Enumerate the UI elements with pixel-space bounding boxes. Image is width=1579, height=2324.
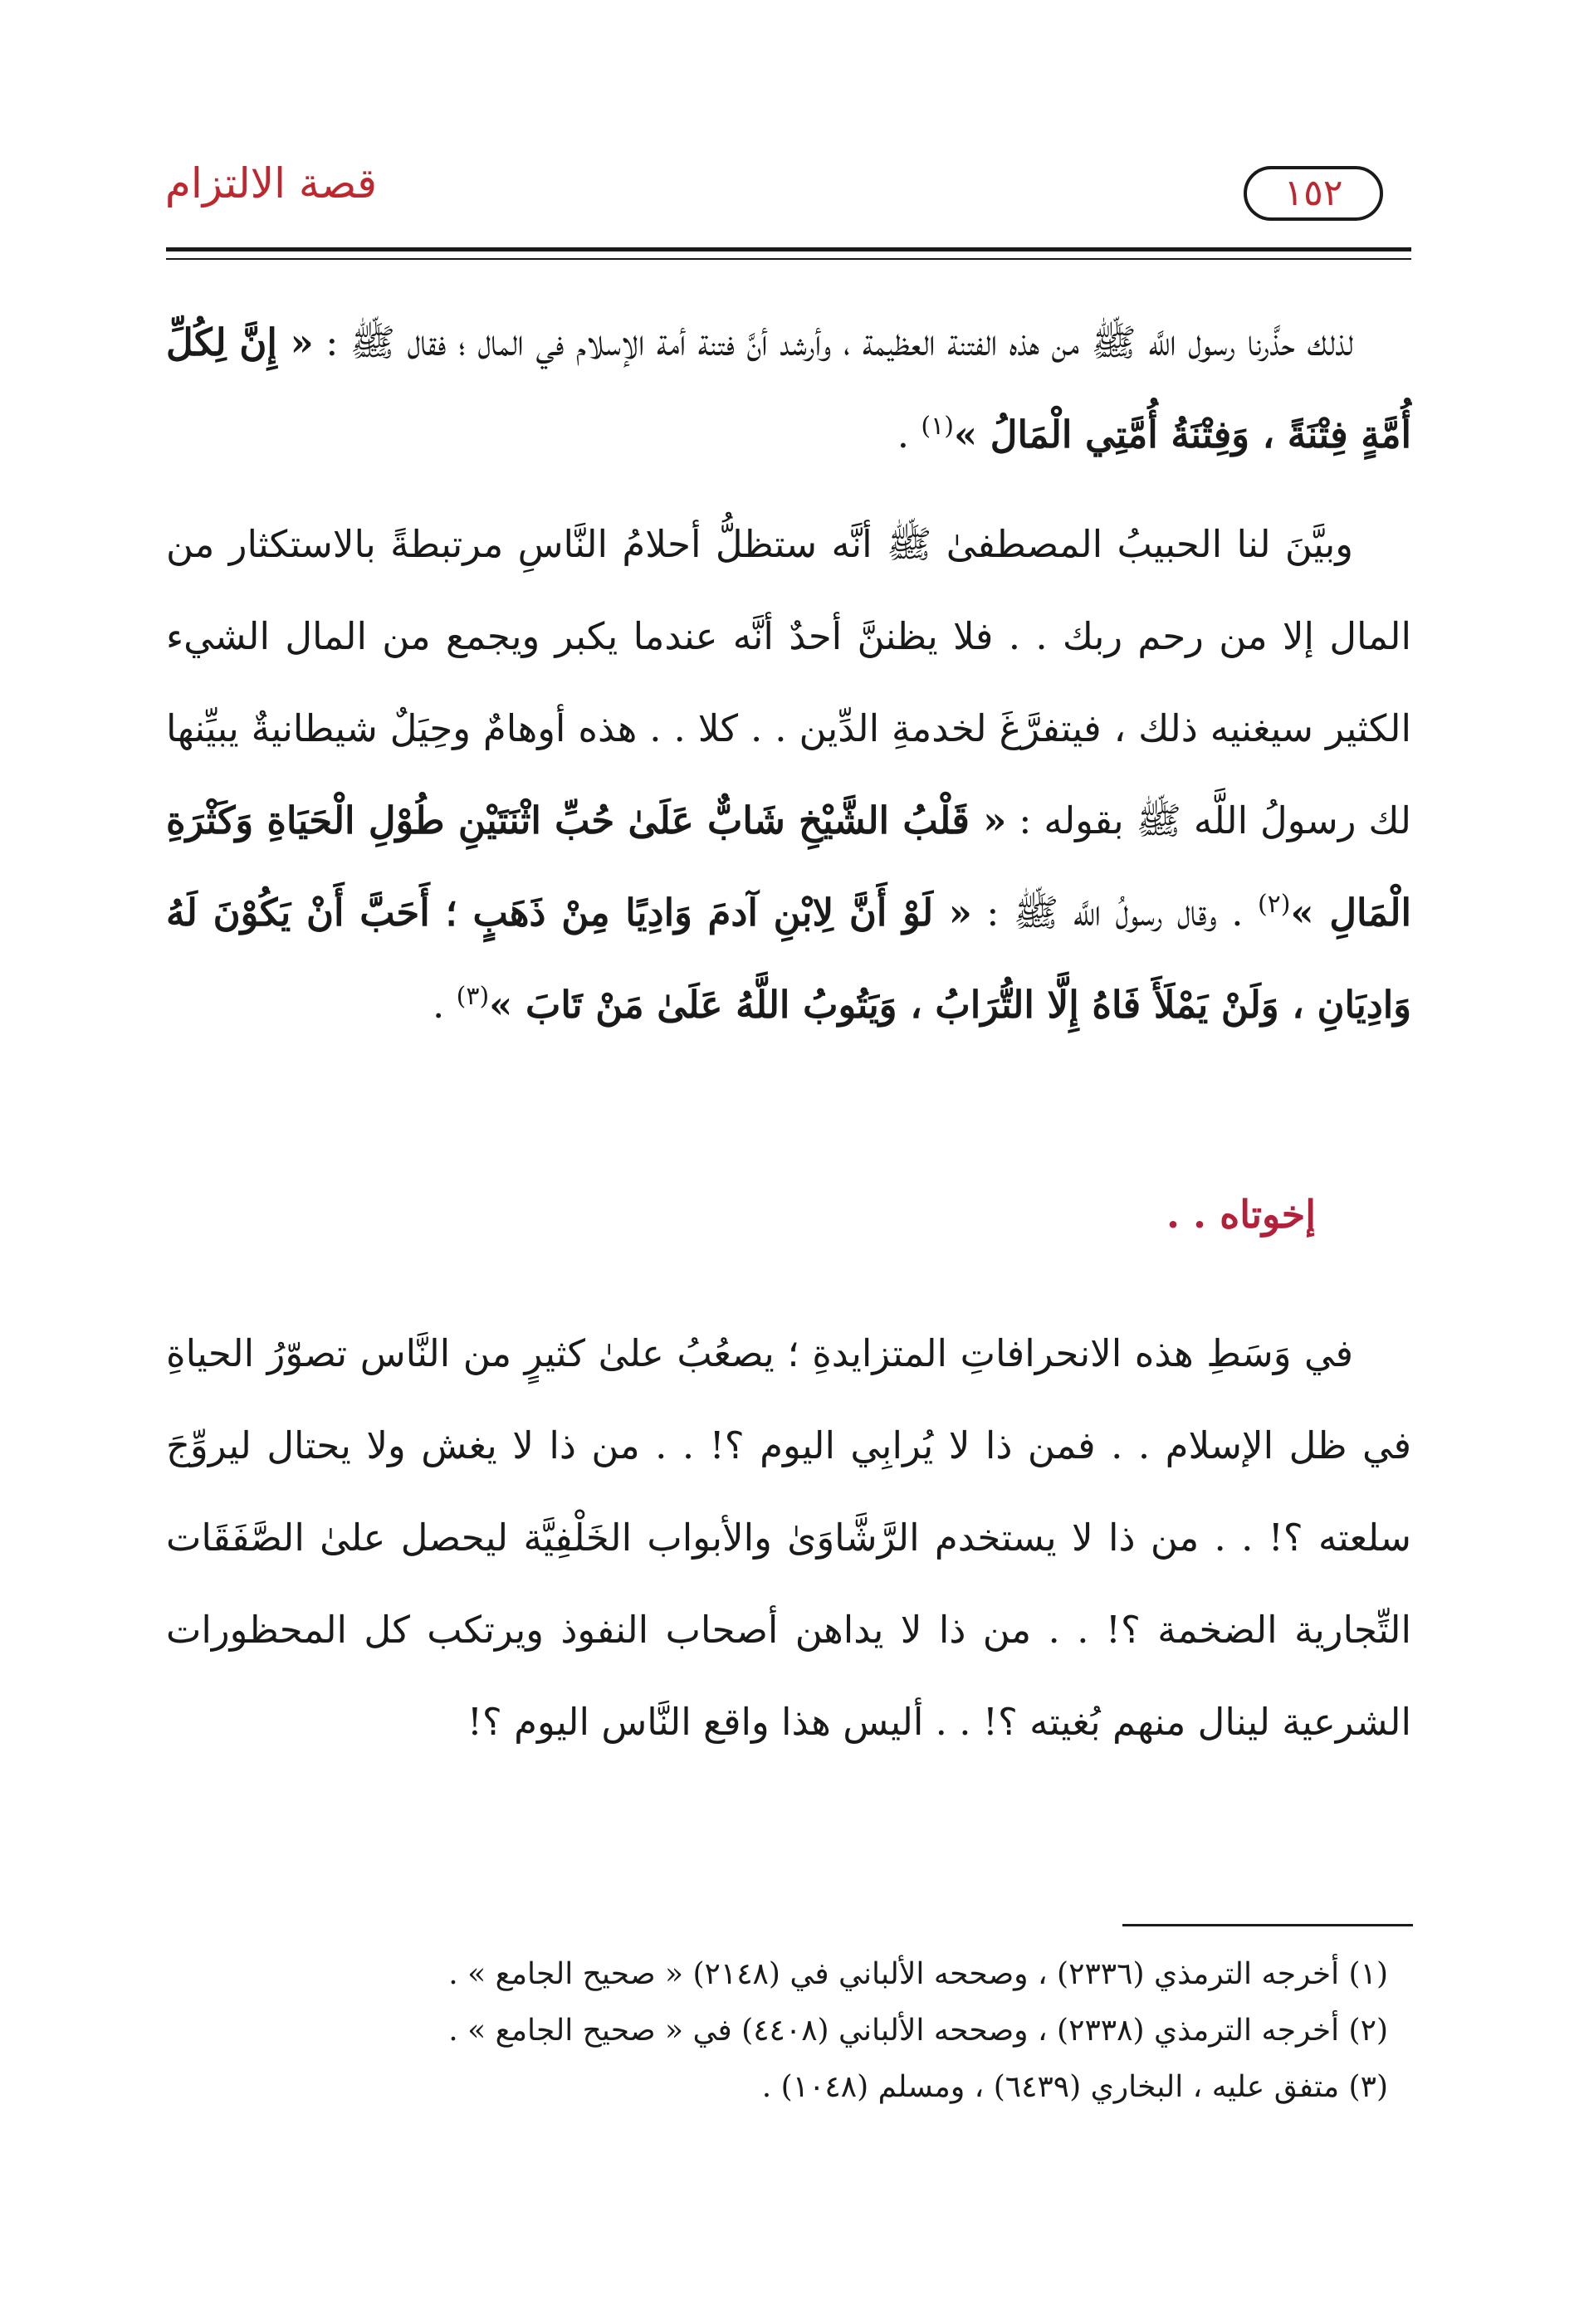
hadith-quote-2: « قَلْبُ الشَّيْخِ شَابٌّ عَلَىٰ حُبِّ اثْنَتَيْنِ طُوْلِ الْحَيَاةِ وَكَثْرَةِ الْمَالِ » — [166, 798, 1411, 935]
footnotes — [193, 1946, 1388, 2116]
footnote-ref-1: (١) — [921, 412, 954, 441]
header-rule-thick — [166, 247, 1411, 251]
paragraph-1-text: لذلك حذَّرنا رسول اللَّه ﷺ من هذه الفتنة العظيمة ، وأرشد أنَّ فتنة أمة الإسلام في المال ؛ فقال ﷺ : — [313, 320, 1353, 364]
paragraph-2-text: وبيَّنَ لنا الحبيبُ المصطفىٰ ﷺ أنَّه ستظلُّ أحلامُ النَّاسِ مرتبطةً بالاستكثار من المال إلا من رحم ربك . . فلا يظننَّ أحدٌ أنَّه عندما يكبر ويجمع من المال الشيء الكثير سيغنيه ذلك ، فيتفرَّغَ لخدمةِ الدِّين . . كلا . . هذه أوهامٌ وحِيَلٌ شيطانيةٌ يبيِّنها لك رسولُ اللَّه ﷺ بقوله : — [166, 522, 1411, 842]
paragraph-3 — [166, 1307, 1411, 1768]
paragraph-1-end: . — [897, 413, 921, 456]
running-header-title: قصة الالتزام — [164, 159, 377, 208]
section-subheading: إخوتاه . . — [1166, 1192, 1316, 1237]
header-rule-thin — [166, 258, 1411, 260]
footnote-3: (٣) متفق عليه ، البخاري (٦٤٣٩) ، ومسلم (١٠٤٨) . — [761, 2070, 1388, 2104]
paragraph-2-end: . — [433, 983, 457, 1027]
footnote-ref-2: (٢) — [1257, 890, 1291, 919]
paragraph-2 — [166, 498, 1411, 1051]
page-number-badge — [1244, 166, 1383, 221]
footnote-2: (٢) أخرجه الترمذي (٢٣٣٨) ، وصححه الألباني (٤٤٠٨) في « صحيح الجامع » . — [448, 2014, 1388, 2048]
footnote-separator — [1122, 1924, 1413, 1926]
hadith-quote-1: « إِنَّ لِكُلِّ أُمَّةٍ فِتْنَةً ، وَفِتْنَةُ أُمَّتِي الْمَالُ » — [166, 320, 1411, 456]
footnote-ref-3: (٣) — [456, 982, 490, 1011]
page-number: ١٥٢ — [1283, 172, 1343, 214]
footnote-1: (١) أخرجه الترمذي (٢٣٣٦) ، وصححه الألباني في (٢١٤٨) « صحيح الجامع » . — [448, 1957, 1388, 1991]
hadith-quote-3: « لَوْ أَنَّ لِابْنِ آدمَ وَادِيًا مِنْ ذَهَبٍ ؛ أَحَبَّ أَنْ يَكُوْنَ لَهُ وَادِيَانِ ، وَلَنْ يَمْلَأَ فَاهُ إِلَّا التُّرَابُ ، وَيَتُوبُ اللَّهُ عَلَىٰ مَنْ تَابَ » — [166, 891, 1411, 1027]
paragraph-3-text: في وَسَطِ هذه الانحرافاتِ المتزايدةِ ؛ يصعُبُ علىٰ كثيرٍ من النَّاس تصوّرُ الحياةِ في ظل الإسلام . . فمن ذا لا يُرابِي اليوم ؟! . . من ذا لا يغش ولا يحتال ليروِّجَ سلعته ؟! . . من ذا لا يستخدم الرَّشَّاوَىٰ والأبواب الخَلْفِيَّة ليحصل علىٰ الصَّفَقَات التِّجارية الضخمة ؟! . . من ذا لا يداهن أصحاب النفوذ ويرتكب كل المحظورات الشرعية لينال منهم بُغيته ؟! . . أليس هذا واقع النَّاس اليوم ؟! — [166, 1331, 1411, 1744]
paragraph-2-mid: . وقال رسولُ اللَّه ﷺ : — [971, 891, 1258, 935]
paragraph-1 — [166, 296, 1411, 481]
